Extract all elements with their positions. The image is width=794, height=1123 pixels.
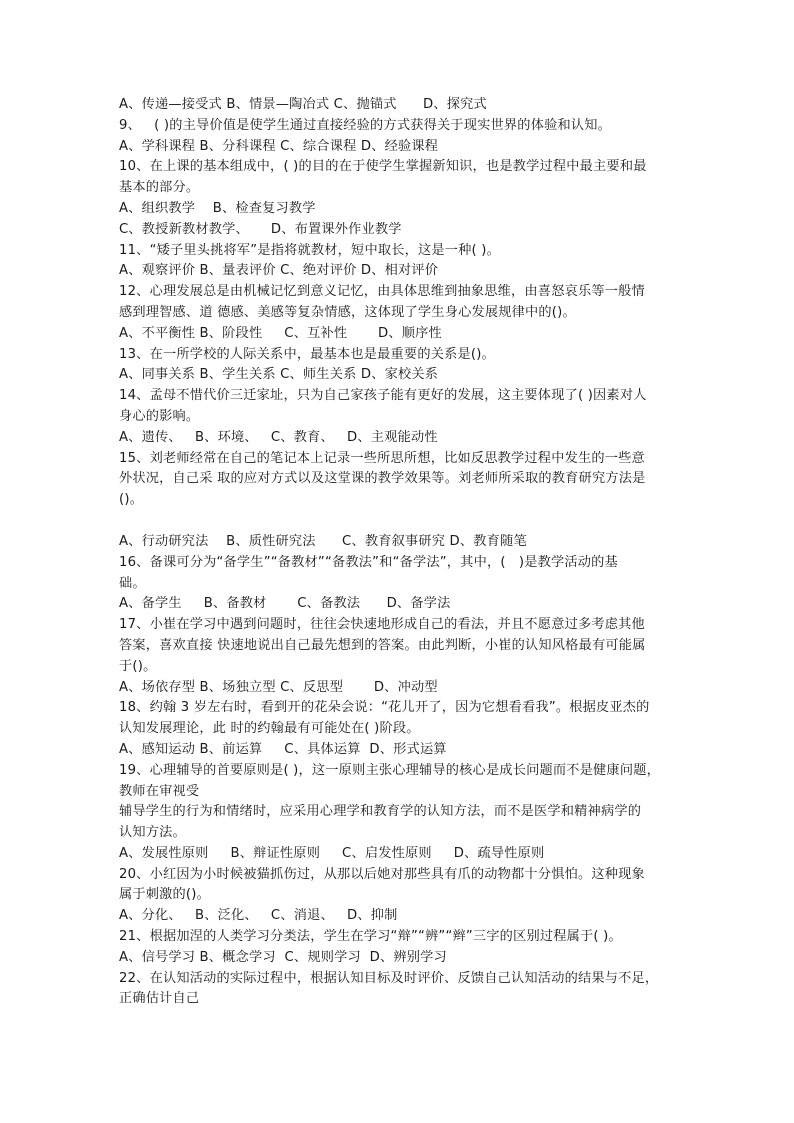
question-text-line: 13、在一所学校的人际关系中，最基本也是最重要的关系是()。 [119,346,495,362]
question-text-line: 15、刘老师经常在自己的笔记本上记录一些所思所想，比如反思教学过程中发生的一些意 [119,450,645,466]
question-text-line: 感到理智感、道 德感、美感等复杂情感，这体现了学生身心发展规律中的()。 [119,304,576,320]
answer-options-line: A、发展性原则 B、辩证性原则 C、启发性原则 D、疏导性原则 [119,845,545,861]
question-text-line: 22、在认知活动的实际过程中，根据认知目标及时评价、反馈自己认知活动的结果与不足， [119,970,659,986]
answer-options-line: A、组织教学 B、检查复习教学 [119,200,316,216]
question-text-line: 属于刺激的()。 [119,887,211,903]
question-text-line: 21、根据加涅的人类学习分类法，学生在学习“辩”“辨”“辫”三字的区别过程属于( )。 [119,929,622,945]
question-text-line: 外状况，自己采 取的应对方式以及这堂课的教学效果等。刘老师所采取的教育研究方法是 [119,471,646,487]
question-text-line: 认知方法。 [119,825,186,841]
answer-options-line: A、备学生 B、备教材 C、备教法 D、备学法 [119,596,451,612]
answer-options-line: A、学科课程 B、分科课程 C、综合课程 D、经验课程 [119,138,439,154]
question-text-line: 20、小红因为小时候被猫抓伤过，从那以后她对那些具有爪的动物都十分惧怕。这种现象 [119,866,645,882]
question-text-line: 认知发展理论，此 时的约翰最有可能处在( )阶段。 [119,721,420,737]
answer-options-line: A、分化、 B、泛化、 C、消退、 D、抑制 [119,908,398,924]
question-text-line: 11、“矮子里头挑将军”是指将就教材，短中取长，这是一种( )。 [119,242,501,258]
answer-options-line: A、传递—接受式 B、情景—陶冶式 C、抛锚式 D、探究式 [119,97,487,112]
question-text-line: 19、心理辅导的首要原则是( )，这一原则主张心理辅导的核心是成长问题而不是健康问题， [119,762,660,778]
question-text-line: 17、小崔在学习中遇到问题时，往往会快速地形成自己的看法，并且不愿意过多考虑其他 [119,617,645,633]
exam-question-text [119,95,685,1010]
question-text-line: 18、约翰 3 岁左右时，看到开的花朵会说：“花儿开了，因为它想看看我”。根据皮亚杰的 [119,700,650,716]
answer-options-line: A、同事关系 B、学生关系 C、师生关系 D、家校关系 [119,367,439,383]
answer-options-line: C、教授新教材教学、 D、布置课外作业教学 [119,221,402,237]
question-text-line: 16、备课可分为“备学生”“备教材”“备教法”和“备学法”，其中，( )是教学活动的基 [119,554,618,570]
answer-options-line: A、场依存型 B、场独立型 C、反思型 D、冲动型 [119,679,438,695]
question-text-line: 教师在审视受 [119,783,200,799]
answer-options-line: A、不平衡性 B、阶段性 C、互补性 D、顺序性 [119,325,442,341]
answer-options-line: A、感知运动 B、前运算 C、具体运算 D、形式运算 [119,741,447,757]
question-text-line: 10、在上课的基本组成中，( )的目的在于使学生掌握新知识，也是教学过程中最主要和最 [119,159,647,175]
answer-options-line: A、观察评价 B、量表评价 C、绝对评价 D、相对评价 [119,263,439,279]
question-text-line: 基本的部分。 [119,180,200,196]
question-text-line: 14、孟母不惜代价三迁家址，只为自己家孩子能有更好的发展，这主要体现了( )因素对人 [119,388,647,404]
question-text-line: 身心的影响。 [119,408,200,424]
question-text-line: 于()。 [119,658,157,674]
answer-options-line: A、行动研究法 B、质性研究法 C、教育叙事研究 D、教育随笔 [119,533,527,549]
question-text-line: 础。 [119,575,146,591]
question-text-line: ()。 [119,492,144,508]
question-text-line: 12、心理发展总是由机械记忆到意义记忆，由具体思维到抽象思维，由喜怒哀乐等一般情 [119,284,645,300]
blank-line [119,511,685,532]
answer-options-line: A、信号学习 B、概念学习 C、规则学习 D、辨别学习 [119,949,447,965]
question-text-line: 9、 ( )的主导价值是使学生通过直接经验的方式获得关于现实世界的体验和认知。 [119,117,612,133]
question-text-line: 正确估计自己 [119,991,200,1007]
question-text-line: 答案，喜欢直接 快速地说出自己最先想到的答案。由此判断，小崔的认知风格最有可能属 [119,637,646,653]
question-text-line: 辅导学生的行为和情绪时，应采用心理学和教育学的认知方法，而不是医学和精神病学的 [119,804,642,820]
answer-options-line: A、遗传、 B、环境、 C、教育、 D、主观能动性 [119,429,438,445]
